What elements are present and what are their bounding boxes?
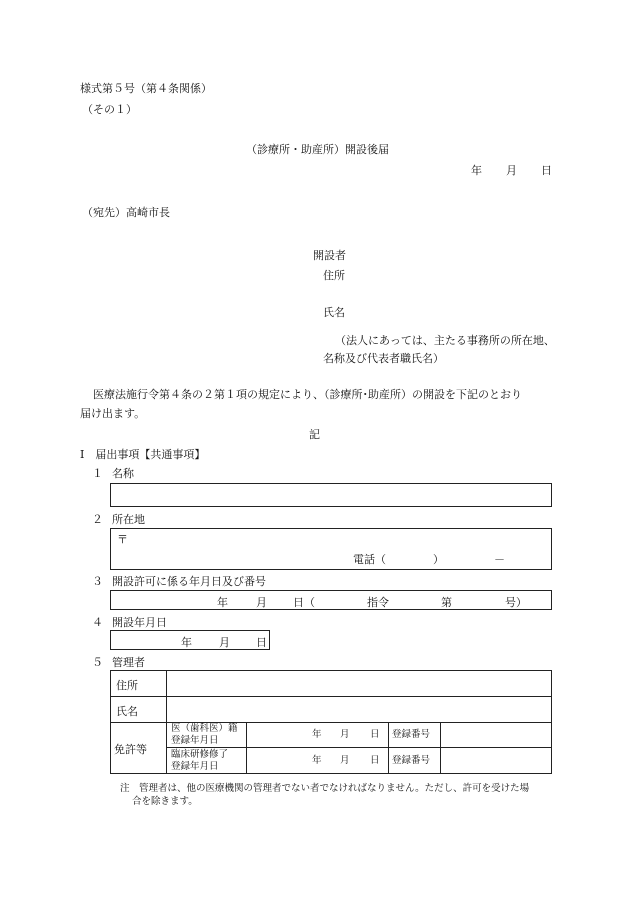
addressee: （宛先）高崎市長 <box>82 206 170 219</box>
row1-day: 日 <box>370 729 380 740</box>
ki-mark: 記 <box>309 428 320 441</box>
item-number: ２ <box>92 513 103 526</box>
phone-label: 電話（ <box>353 553 386 566</box>
row1-month: 月 <box>340 729 350 740</box>
opening-date-field[interactable] <box>110 630 270 650</box>
opening-day: 日 <box>256 636 267 649</box>
applicant-name-label: 氏名 <box>323 306 345 319</box>
permit-month: 月 <box>256 596 267 609</box>
row1-reg-number-field[interactable] <box>441 723 551 747</box>
column-divider <box>246 722 247 774</box>
row2-month: 月 <box>340 755 350 766</box>
footnote-line2: 合を除きます。 <box>132 796 198 807</box>
permit-day: 日（ <box>293 596 315 609</box>
license-row2-line2: 登録年月日 <box>171 761 219 772</box>
item-label-manager: 管理者 <box>112 656 145 669</box>
phone-close: ） <box>433 553 444 566</box>
row2-reg-number-field[interactable] <box>441 748 551 773</box>
permit-dai: 第 <box>441 596 452 609</box>
row1-year: 年 <box>312 729 322 740</box>
item-label-name: 名称 <box>112 467 134 480</box>
applicant-note: （法人にあっては、主たる事務所の所在地、 <box>335 334 555 347</box>
manager-address-label: 住所 <box>116 679 138 692</box>
document-title: （診療所・助産所）開設後届 <box>246 143 389 156</box>
row2-day: 日 <box>370 755 380 766</box>
row1-reg-number-label: 登録番号 <box>392 729 431 740</box>
manager-name-field[interactable] <box>167 697 551 722</box>
name-field[interactable] <box>110 483 552 507</box>
opening-month: 月 <box>219 636 230 649</box>
permit-go: 号） <box>505 596 527 609</box>
sub-number: （その１） <box>82 103 137 116</box>
item-label-opening: 開設年月日 <box>112 616 167 629</box>
section-heading: Ⅰ 届出事項【共通事項】 <box>80 448 206 461</box>
location-field[interactable] <box>110 528 552 570</box>
column-divider <box>388 722 389 774</box>
license-row2-line1: 臨床研修修了 <box>171 749 229 760</box>
applicant-note-2: 名称及び代表者職氏名） <box>323 352 444 365</box>
applicant-address-label: 住所 <box>323 269 345 282</box>
license-row1-line1: 医（歯科医）籍 <box>171 723 238 734</box>
manager-name-label: 氏名 <box>116 705 138 718</box>
opening-year: 年 <box>181 636 192 649</box>
item-number: ３ <box>92 575 103 588</box>
item-number: ５ <box>92 656 103 669</box>
item-label-permit: 開設許可に係る年月日及び番号 <box>112 575 266 588</box>
manager-address-field[interactable] <box>167 671 551 696</box>
permit-field[interactable] <box>110 590 552 610</box>
row2-year: 年 <box>312 755 322 766</box>
form-number: 様式第５号（第４条関係） <box>80 82 212 95</box>
body-text-line2: 届け出ます。 <box>80 407 146 420</box>
postal-mark: 〒 <box>117 533 128 546</box>
phone-dash: － <box>494 553 505 566</box>
item-number: １ <box>92 467 103 480</box>
permit-order: 指令 <box>367 596 389 609</box>
body-text-line1: 医療法施行令第４条の２第１項の規定により、（診療所･助産所）の開設を下記のとおり <box>93 388 522 401</box>
footnote-line1: 注 管理者は、他の医療機関の管理者でない者でなければなりません。ただし、許可を受けた場 <box>120 783 530 794</box>
row2-reg-number-label: 登録番号 <box>392 755 431 766</box>
permit-year: 年 <box>217 596 228 609</box>
license-label: 免許等 <box>114 743 147 756</box>
item-number: ４ <box>92 616 103 629</box>
item-label-location: 所在地 <box>112 513 145 526</box>
applicant-heading: 開設者 <box>313 249 346 262</box>
license-row1-line2: 登録年月日 <box>171 735 219 746</box>
